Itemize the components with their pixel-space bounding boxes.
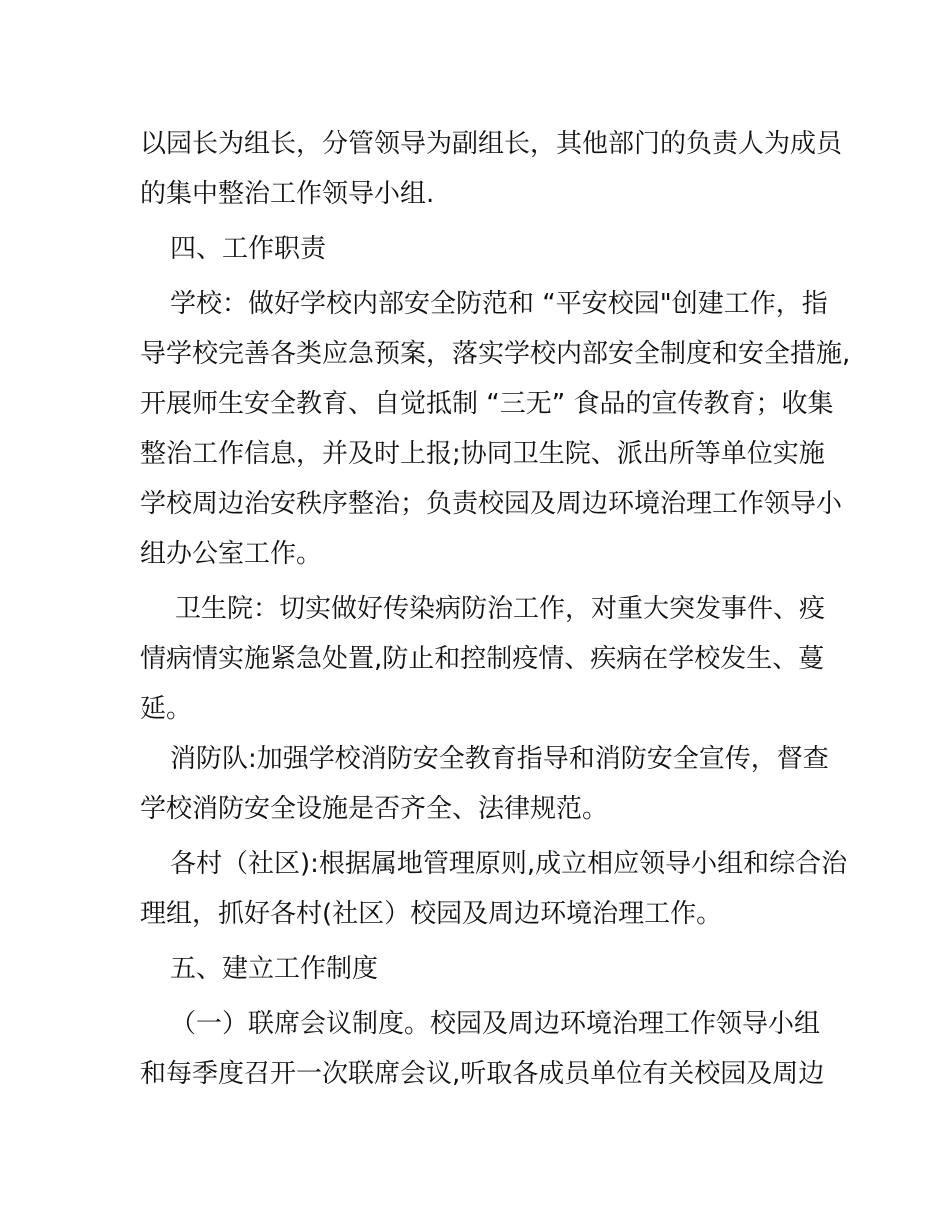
text-line-2: 的集中整治工作领导小组. [140,179,435,209]
text-line-meeting-2: 和每季度召开一次联席会议,听取各成员单位有关校园及周边 [140,1059,825,1089]
text-line-village-1: 各村（社区):根据属地管理原则,成立相应领导小组和综合治 [170,849,848,879]
text-line-fire-1: 消防队:加强学校消防安全教育指导和消防安全宣传，督查 [170,744,829,774]
text-line-school-2: 导学校完善各类应急预案，落实学校内部安全制度和安全措施, [140,339,851,369]
section-heading-5: 五、建立工作制度 [170,954,379,984]
text-line-fire-2: 学校消防安全设施是否齐全、法律规范。 [140,794,609,824]
text-line-hospital-3: 延。 [140,694,193,724]
text-line-1: 以园长为组长，分管领导为副组长，其他部门的负责人为成员 [140,129,843,159]
text-line-school-1: 学校：做好学校内部安全防范和 “平安校园"创建工作，指 [170,289,828,319]
text-line-school-3: 开展师生安全教育、自觉抵制 “三无” 食品的宣传教育；收集 [140,389,834,419]
text-line-school-5: 学校周边治安秩序整治；负责校园及周边环境治理工作领导小 [140,489,843,519]
text-line-village-2: 理组，抓好各村(社区）校园及周边环境治理工作。 [140,899,723,929]
text-line-school-6: 组办公室工作。 [140,539,323,569]
text-line-school-4: 整治工作信息，并及时上报;协同卫生院、派出所等单位实施 [140,439,825,469]
text-line-hospital-1: 卫生院：切实做好传染病防治工作，对重大突发事件、疫 [175,594,826,624]
text-line-meeting-1: （一）联席会议制度。校园及周边环境治理工作领导小组 [170,1009,821,1039]
text-line-hospital-2: 情病情实施紧急处置,防止和控制疫情、疾病在学校发生、蔓 [140,644,825,674]
section-heading-4: 四、工作职责 [170,234,327,264]
